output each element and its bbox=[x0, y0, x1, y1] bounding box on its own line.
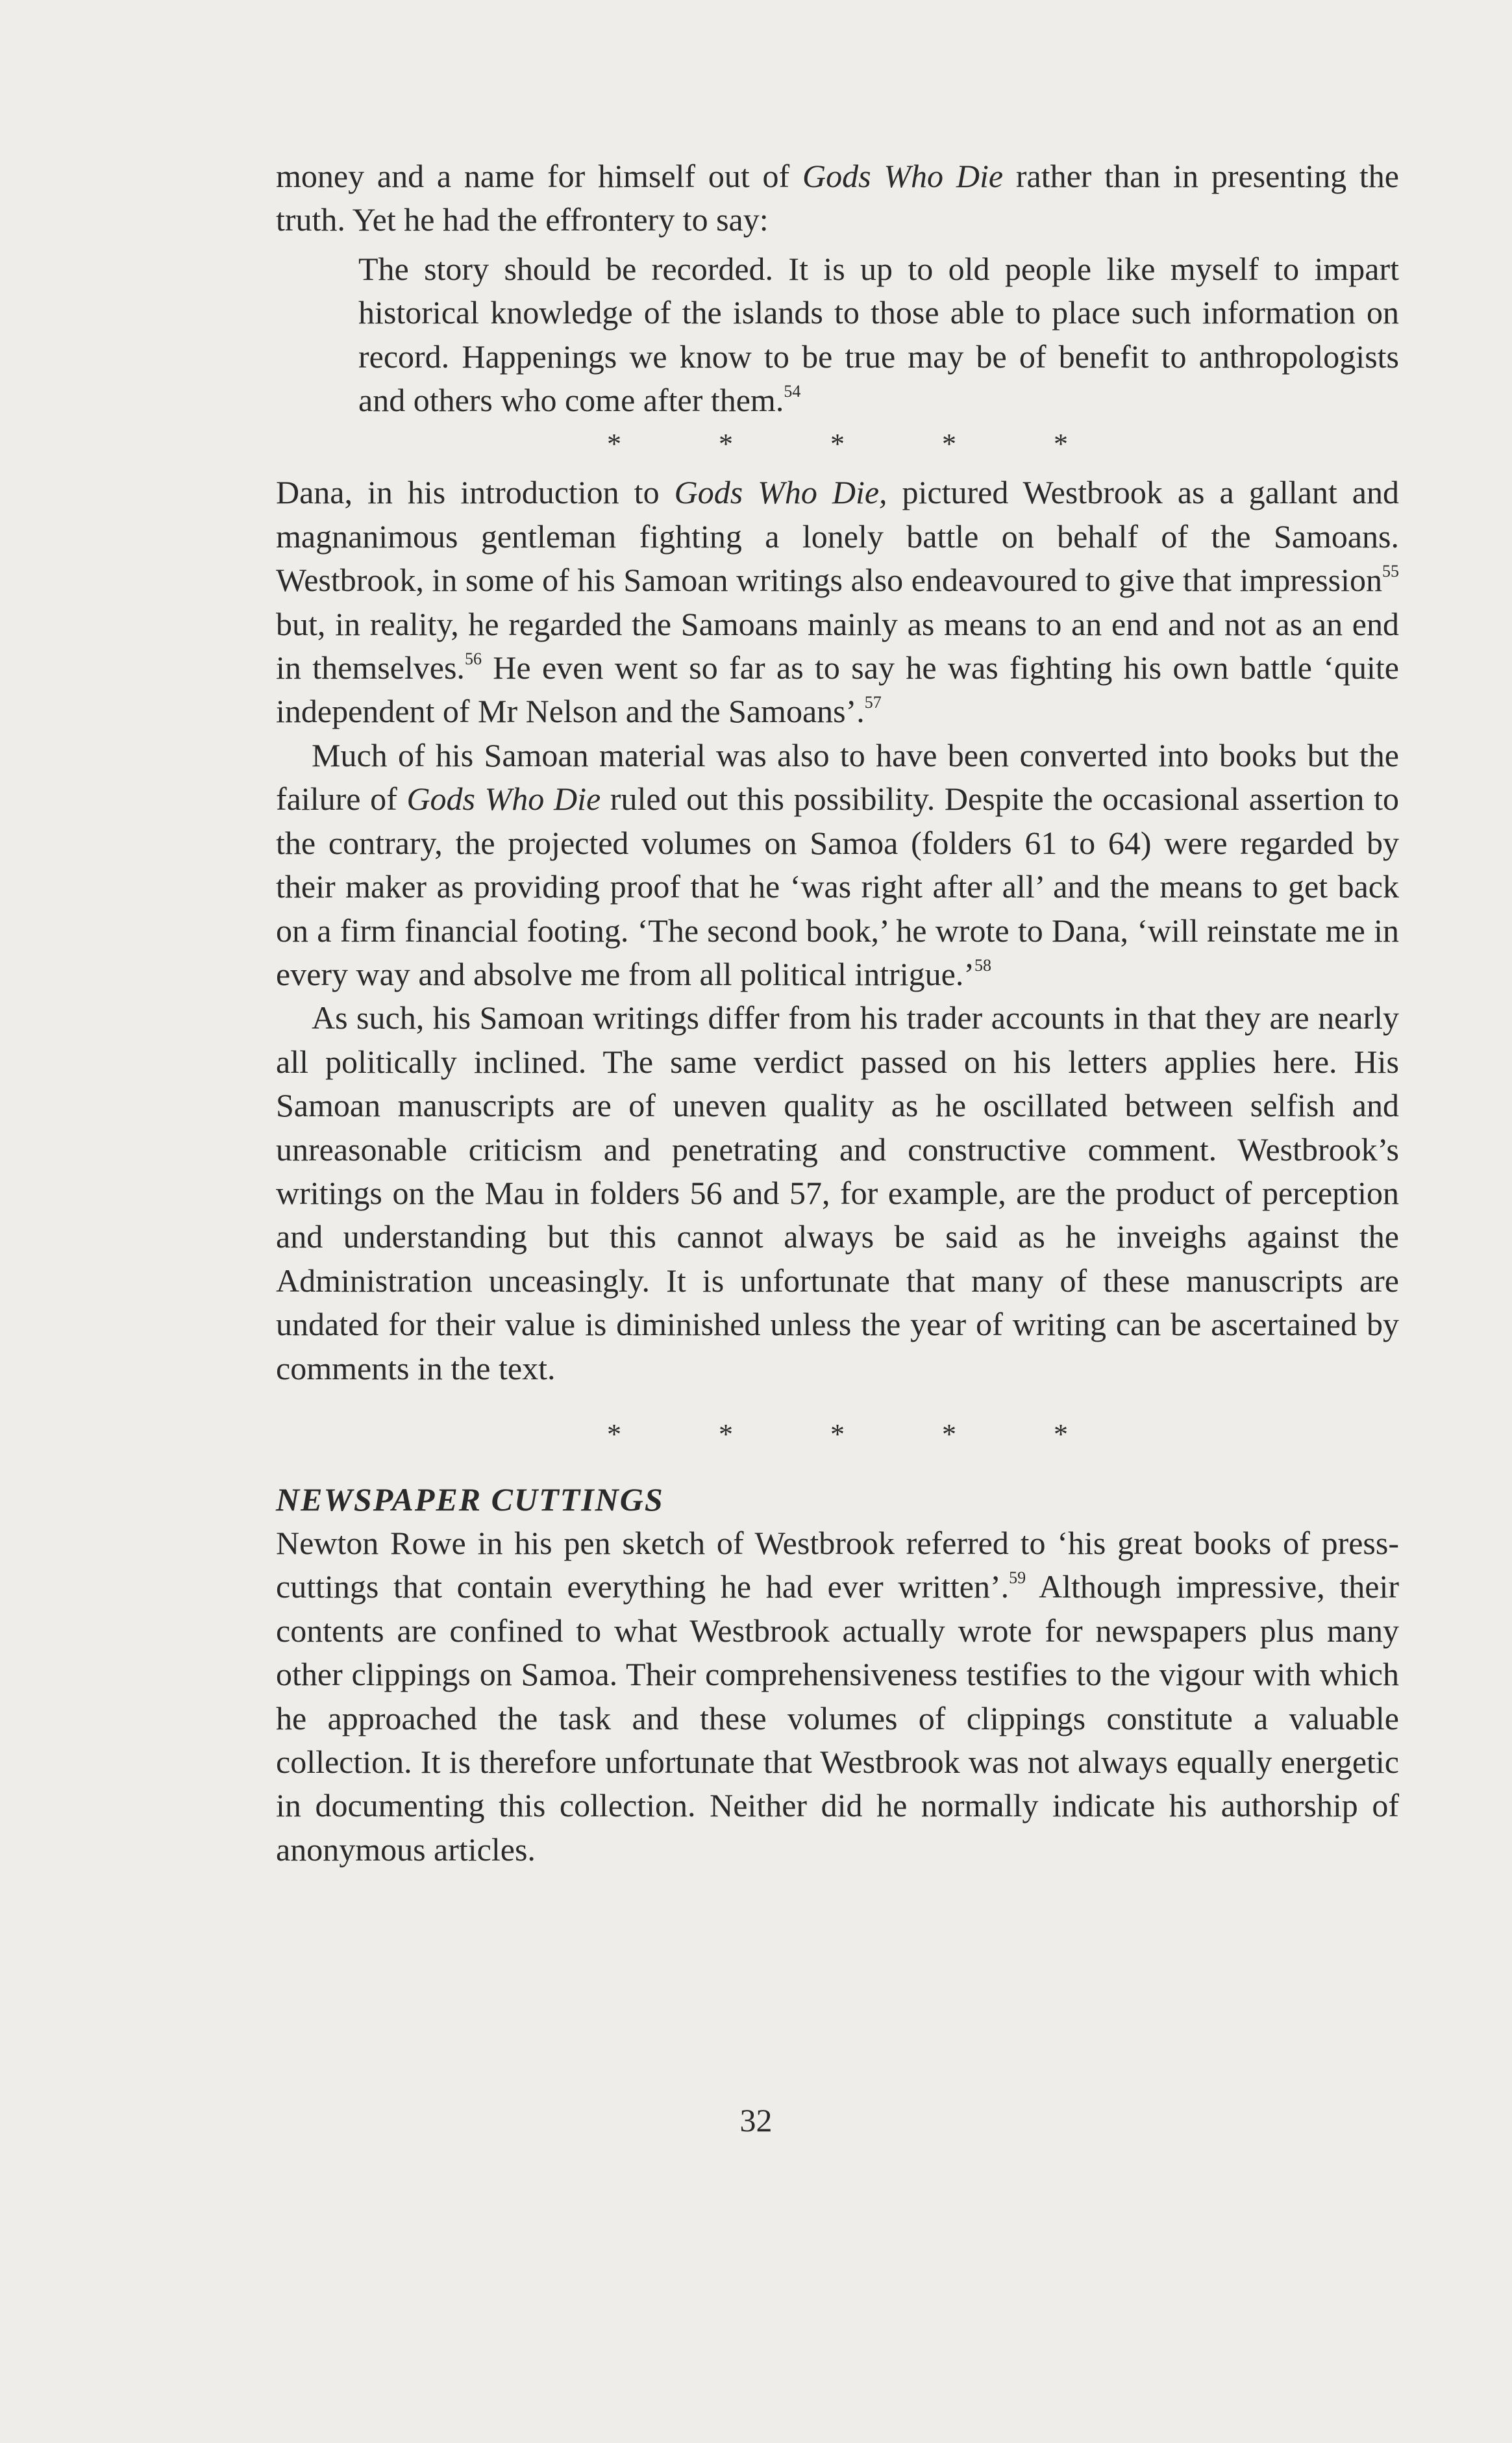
separator-asterisk: * bbox=[607, 1418, 621, 1450]
section-heading: NEWSPAPER CUTTINGS bbox=[276, 1481, 664, 1518]
book-title: Gods Who Die bbox=[802, 158, 1004, 194]
paragraph-continuation bbox=[276, 155, 1399, 242]
separator-asterisk: * bbox=[1054, 428, 1068, 460]
paragraph-dana bbox=[276, 471, 1399, 733]
separator-asterisk: * bbox=[830, 1418, 845, 1450]
footnote-marker: 58 bbox=[974, 955, 992, 975]
footnote-marker: 59 bbox=[1009, 1568, 1026, 1588]
footnote-marker: 56 bbox=[464, 649, 482, 669]
separator-asterisk: * bbox=[942, 1418, 956, 1450]
footnote-marker: 57 bbox=[864, 693, 882, 712]
text-run: ruled out this possibility. Despite the occasional assertion to the contrary, the projected volumes on Samoa (folders 61 to 64) were regarded by their maker as providing proof that he ‘was right after all’ and the means to get back on a firm financial footing. ‘The second book,’ he wrote to Dana, ‘will reinstate me in every way and absolve me from all political intrigue.’ bbox=[276, 781, 1399, 992]
text-run: but, in reality, he regarded the Samoans mainly as means to an end and not as an end in themselves. bbox=[276, 605, 1399, 686]
separator-asterisk: * bbox=[607, 428, 621, 460]
paragraph-newspaper-cuttings bbox=[276, 1522, 1399, 1872]
paragraph-samoan-material bbox=[276, 734, 1399, 996]
text-run: Newton Rowe in his pen sketch of Westbrook referred to ‘his great books of press-cuttings that contain everything he had ever written’. bbox=[276, 1524, 1399, 1605]
separator-asterisk: * bbox=[942, 428, 956, 460]
section-separator bbox=[276, 422, 1399, 466]
text-run: rather than in presenting the truth. Yet he had the effrontery to say: bbox=[276, 158, 1399, 238]
text-run: money and a name for himself out of bbox=[276, 158, 803, 194]
page-number: 32 bbox=[739, 2102, 773, 2138]
text-run: Although impressive, their contents are confined to what Westbrook actually wrote for newspapers plus many other clippings on Samoa. Their comprehensiveness testifies to the vigour with which he approached the task and these volumes of clippings constitute a valuable collection. It is therefore unfortunate that Westbrook was not always equally energetic in documenting this collection. Neither did he normally indicate his authorship of anonymous articles. bbox=[276, 1568, 1399, 1868]
separator-asterisk: * bbox=[830, 428, 845, 460]
paragraph-samoan-writings bbox=[276, 996, 1399, 1390]
section-separator bbox=[276, 1412, 1399, 1456]
separator-asterisk: * bbox=[719, 1418, 733, 1450]
text-run: He even went so far as to say he was fighting his own battle ‘quite independent of Mr Nelson and the Samoans’. bbox=[276, 649, 1399, 730]
text-run: As such, his Samoan writings differ from his trader accounts in that they are nearly all politically inclined. The same verdict passed on his letters applies here. His Samoan manuscripts are of uneven quality as he oscillated between selfish and unreasonable criticism and penetrating and constructive comment. Westbrook’s writings on the Mau in folders 56 and 57, for example, are the product of perception and understanding but this cannot always be said as he inveighs against the Administration unceasingly. It is unfortunate that many of these manuscripts are undated for their value is diminished unless the year of writing can be ascertained by comments in the text. bbox=[276, 999, 1399, 1386]
text-run: Dana, in his introduction to bbox=[276, 474, 675, 511]
quote-text: The story should be recorded. It is up to old people like myself to impart historical knowledge of the islands to those able to place such information on record. Happenings we know to be true may be of benefit to anthropologists and others who come after them. bbox=[358, 250, 1399, 419]
footnote-marker: 55 bbox=[1382, 562, 1399, 581]
book-title: Gods Who Die, bbox=[674, 474, 887, 511]
page-body bbox=[276, 155, 1399, 1872]
separator-asterisk: * bbox=[1054, 1418, 1068, 1450]
book-title: Gods Who Die bbox=[406, 781, 601, 818]
text-run: Much of his Samoan material was also to have been converted into books but the failure of bbox=[276, 736, 1399, 818]
text-run: pictured Westbrook as a gallant and magnanimous gentleman fighting a lonely battle on behalf of the Samoans. Westbrook, in some of his Samoan writings also endeavoured to give that impression bbox=[276, 474, 1399, 599]
footnote-marker: 54 bbox=[784, 382, 801, 401]
separator-asterisk: * bbox=[719, 428, 733, 460]
block-quote bbox=[358, 247, 1399, 423]
